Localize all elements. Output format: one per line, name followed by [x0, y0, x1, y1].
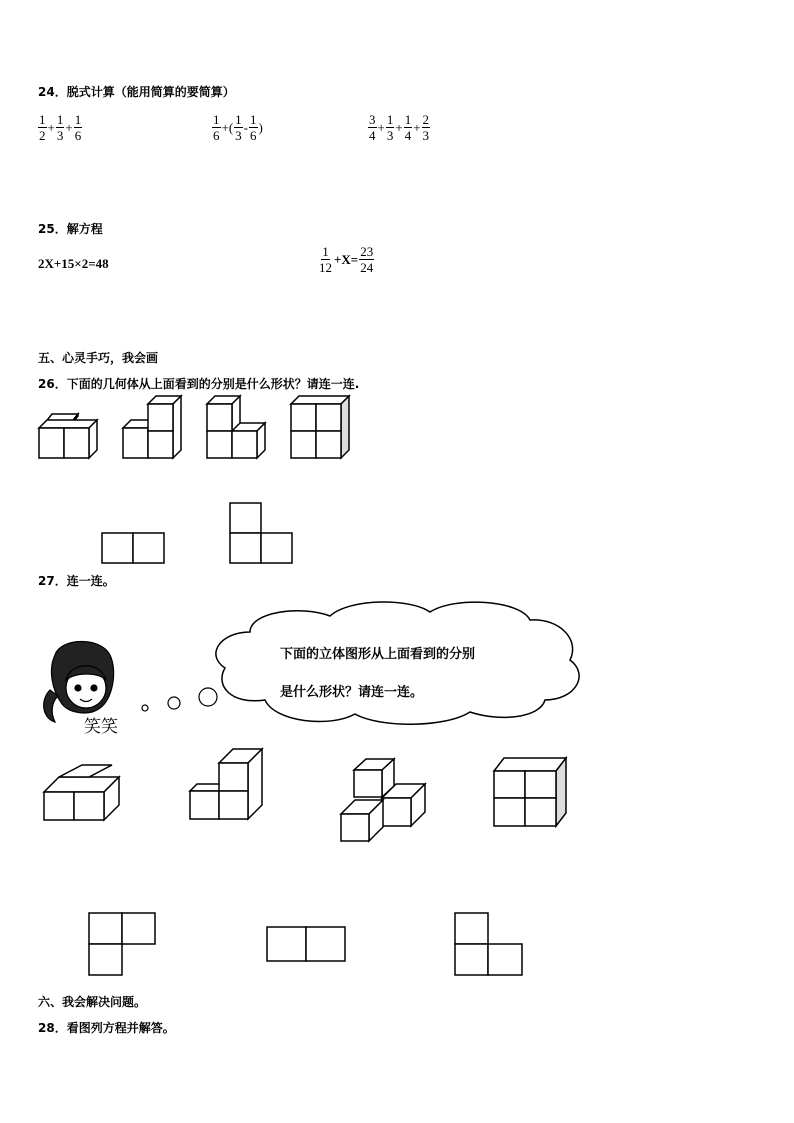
q24-expression-2: $\frac{1}{6}$ +( $\frac{1}{3}$ - $\frac{1}{6}$ ) [213, 112, 263, 143]
q25-equation-2: $\frac{1}{12}$ +X= $\frac{23}{24}$ [319, 244, 374, 275]
fraction: $\frac{1}{12}$ [319, 244, 332, 275]
fraction: $\frac{1}{3}$ [56, 112, 64, 143]
fraction: $\frac{1}{3}$ [386, 112, 394, 143]
bubble-text-line-2: 是什么形状？请连一连。 [280, 685, 424, 700]
thought-cloud [216, 602, 579, 724]
q27-solid-1 [44, 765, 119, 820]
thought-dots [142, 688, 217, 711]
girl-icon [44, 641, 114, 722]
q26-title: 26．下面的几何体从上面看到的分别是什么形状？请连一连. [38, 377, 360, 391]
fraction: $\frac{1}{4}$ [404, 112, 412, 143]
q27-solid-4 [494, 758, 566, 826]
fraction: $\frac{23}{24}$ [360, 244, 374, 275]
fraction: $\frac{1}{2}$ [39, 112, 46, 143]
q27-top-view-3 [455, 913, 522, 975]
fraction: $\frac{2}{3}$ [422, 112, 430, 143]
fraction: $\frac{1}{6}$ [213, 112, 220, 143]
q24-title: 24．脱式计算（能用简算的要简算） [38, 85, 235, 99]
q27-solid-3 [341, 759, 425, 841]
q25-equation-1: 2X+15×2=48 [38, 256, 109, 271]
fraction: $\frac{3}{4}$ [369, 112, 376, 143]
q24-expression-3: $\frac{3}{4}$ + $\frac{1}{3}$ + $\frac{1}{4}$ + $\frac{2}{3}$ [369, 112, 430, 143]
q28-title: 28．看图列方程并解答。 [38, 1021, 175, 1035]
section5-title: 五、心灵手巧，我会画 [38, 351, 159, 365]
fraction: $\frac{1}{6}$ [74, 112, 82, 143]
q24-expression-1: $\frac{1}{2}$ + $\frac{1}{3}$ + $\frac{1}{6}$ [39, 112, 82, 143]
section6-title: 六、我会解决问题。 [38, 995, 147, 1009]
q25-title: 25．解方程 [38, 222, 103, 236]
q27-solid-2 [190, 749, 262, 819]
q27-top-view-1 [89, 913, 155, 975]
girl-caption: 笑笑 [84, 717, 118, 737]
fraction: $\frac{1}{3}$ [235, 112, 242, 143]
fraction: $\frac{1}{6}$ [250, 112, 257, 143]
bubble-text-line-1: 下面的立体图形从上面看到的分别 [280, 647, 476, 662]
q27-title: 27．连一连。 [38, 574, 115, 588]
q27-top-view-2 [267, 927, 345, 961]
